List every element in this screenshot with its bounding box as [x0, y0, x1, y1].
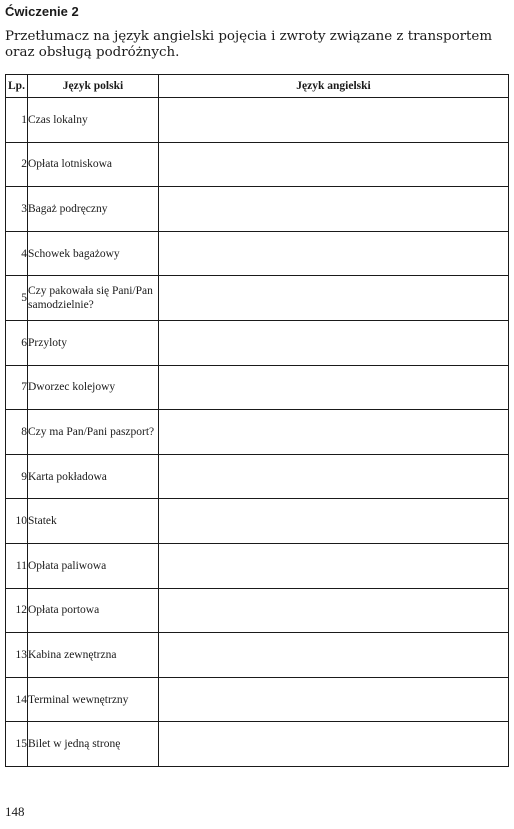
- table-row: [6, 276, 509, 321]
- table-row: [6, 142, 509, 187]
- row-number: 1: [6, 98, 28, 143]
- polish-term: Statek: [28, 499, 159, 544]
- header-number: Lp.: [6, 75, 28, 98]
- table-row: [6, 633, 509, 678]
- header-english: Język angielski: [159, 75, 509, 98]
- row-number: 13: [6, 633, 28, 678]
- polish-term: Schowek bagażowy: [28, 231, 159, 276]
- polish-term: Czy pakowała się Pani/Pan samodzielnie?: [28, 276, 159, 321]
- page-number: 148: [5, 804, 25, 819]
- translation-table: [5, 74, 509, 767]
- row-number: 4: [6, 231, 28, 276]
- row-number: 9: [6, 454, 28, 499]
- polish-term: Czas lokalny: [28, 98, 159, 143]
- table-row: [6, 98, 509, 143]
- table-row: [6, 454, 509, 499]
- exercise-title: Ćwiczenie 2: [5, 4, 79, 19]
- polish-term: Opłata paliwowa: [28, 543, 159, 588]
- exercise-instruction: Przetłumacz na język angielski pojęcia i zwroty związane z transportem oraz obsługą podróżnych.: [5, 29, 493, 60]
- polish-term: Terminal wewnętrzny: [28, 677, 159, 722]
- row-number: 8: [6, 410, 28, 455]
- row-number: 7: [6, 365, 28, 410]
- polish-term: Bilet w jedną stronę: [28, 722, 159, 767]
- table-row: [6, 231, 509, 276]
- row-number: 11: [6, 543, 28, 588]
- row-number: 6: [6, 320, 28, 365]
- table-header-row: [6, 75, 509, 98]
- english-answer-cell[interactable]: [159, 365, 509, 410]
- polish-term: Dworzec kolejowy: [28, 365, 159, 410]
- row-number: 10: [6, 499, 28, 544]
- table-row: [6, 365, 509, 410]
- english-answer-cell[interactable]: [159, 454, 509, 499]
- english-answer-cell[interactable]: [159, 276, 509, 321]
- english-answer-cell[interactable]: [159, 231, 509, 276]
- english-answer-cell[interactable]: [159, 499, 509, 544]
- polish-term: Opłata lotniskowa: [28, 142, 159, 187]
- polish-term: Czy ma Pan/Pani paszport?: [28, 410, 159, 455]
- english-answer-cell[interactable]: [159, 320, 509, 365]
- english-answer-cell[interactable]: [159, 588, 509, 633]
- table-row: [6, 187, 509, 232]
- table-row: [6, 588, 509, 633]
- table-row: [6, 320, 509, 365]
- row-number: 14: [6, 677, 28, 722]
- polish-term: Bagaż podręczny: [28, 187, 159, 232]
- table-row: [6, 722, 509, 767]
- row-number: 15: [6, 722, 28, 767]
- table-row: [6, 410, 509, 455]
- row-number: 2: [6, 142, 28, 187]
- row-number: 12: [6, 588, 28, 633]
- table-row: [6, 499, 509, 544]
- english-answer-cell[interactable]: [159, 98, 509, 143]
- english-answer-cell[interactable]: [159, 633, 509, 678]
- polish-term: Kabina zewnętrzna: [28, 633, 159, 678]
- english-answer-cell[interactable]: [159, 187, 509, 232]
- row-number: 5: [6, 276, 28, 321]
- polish-term: Przyloty: [28, 320, 159, 365]
- header-polish: Język polski: [28, 75, 159, 98]
- polish-term: Karta pokładowa: [28, 454, 159, 499]
- english-answer-cell[interactable]: [159, 410, 509, 455]
- table-row: [6, 677, 509, 722]
- english-answer-cell[interactable]: [159, 543, 509, 588]
- polish-term: Opłata portowa: [28, 588, 159, 633]
- english-answer-cell[interactable]: [159, 677, 509, 722]
- english-answer-cell[interactable]: [159, 722, 509, 767]
- row-number: 3: [6, 187, 28, 232]
- table-row: [6, 543, 509, 588]
- english-answer-cell[interactable]: [159, 142, 509, 187]
